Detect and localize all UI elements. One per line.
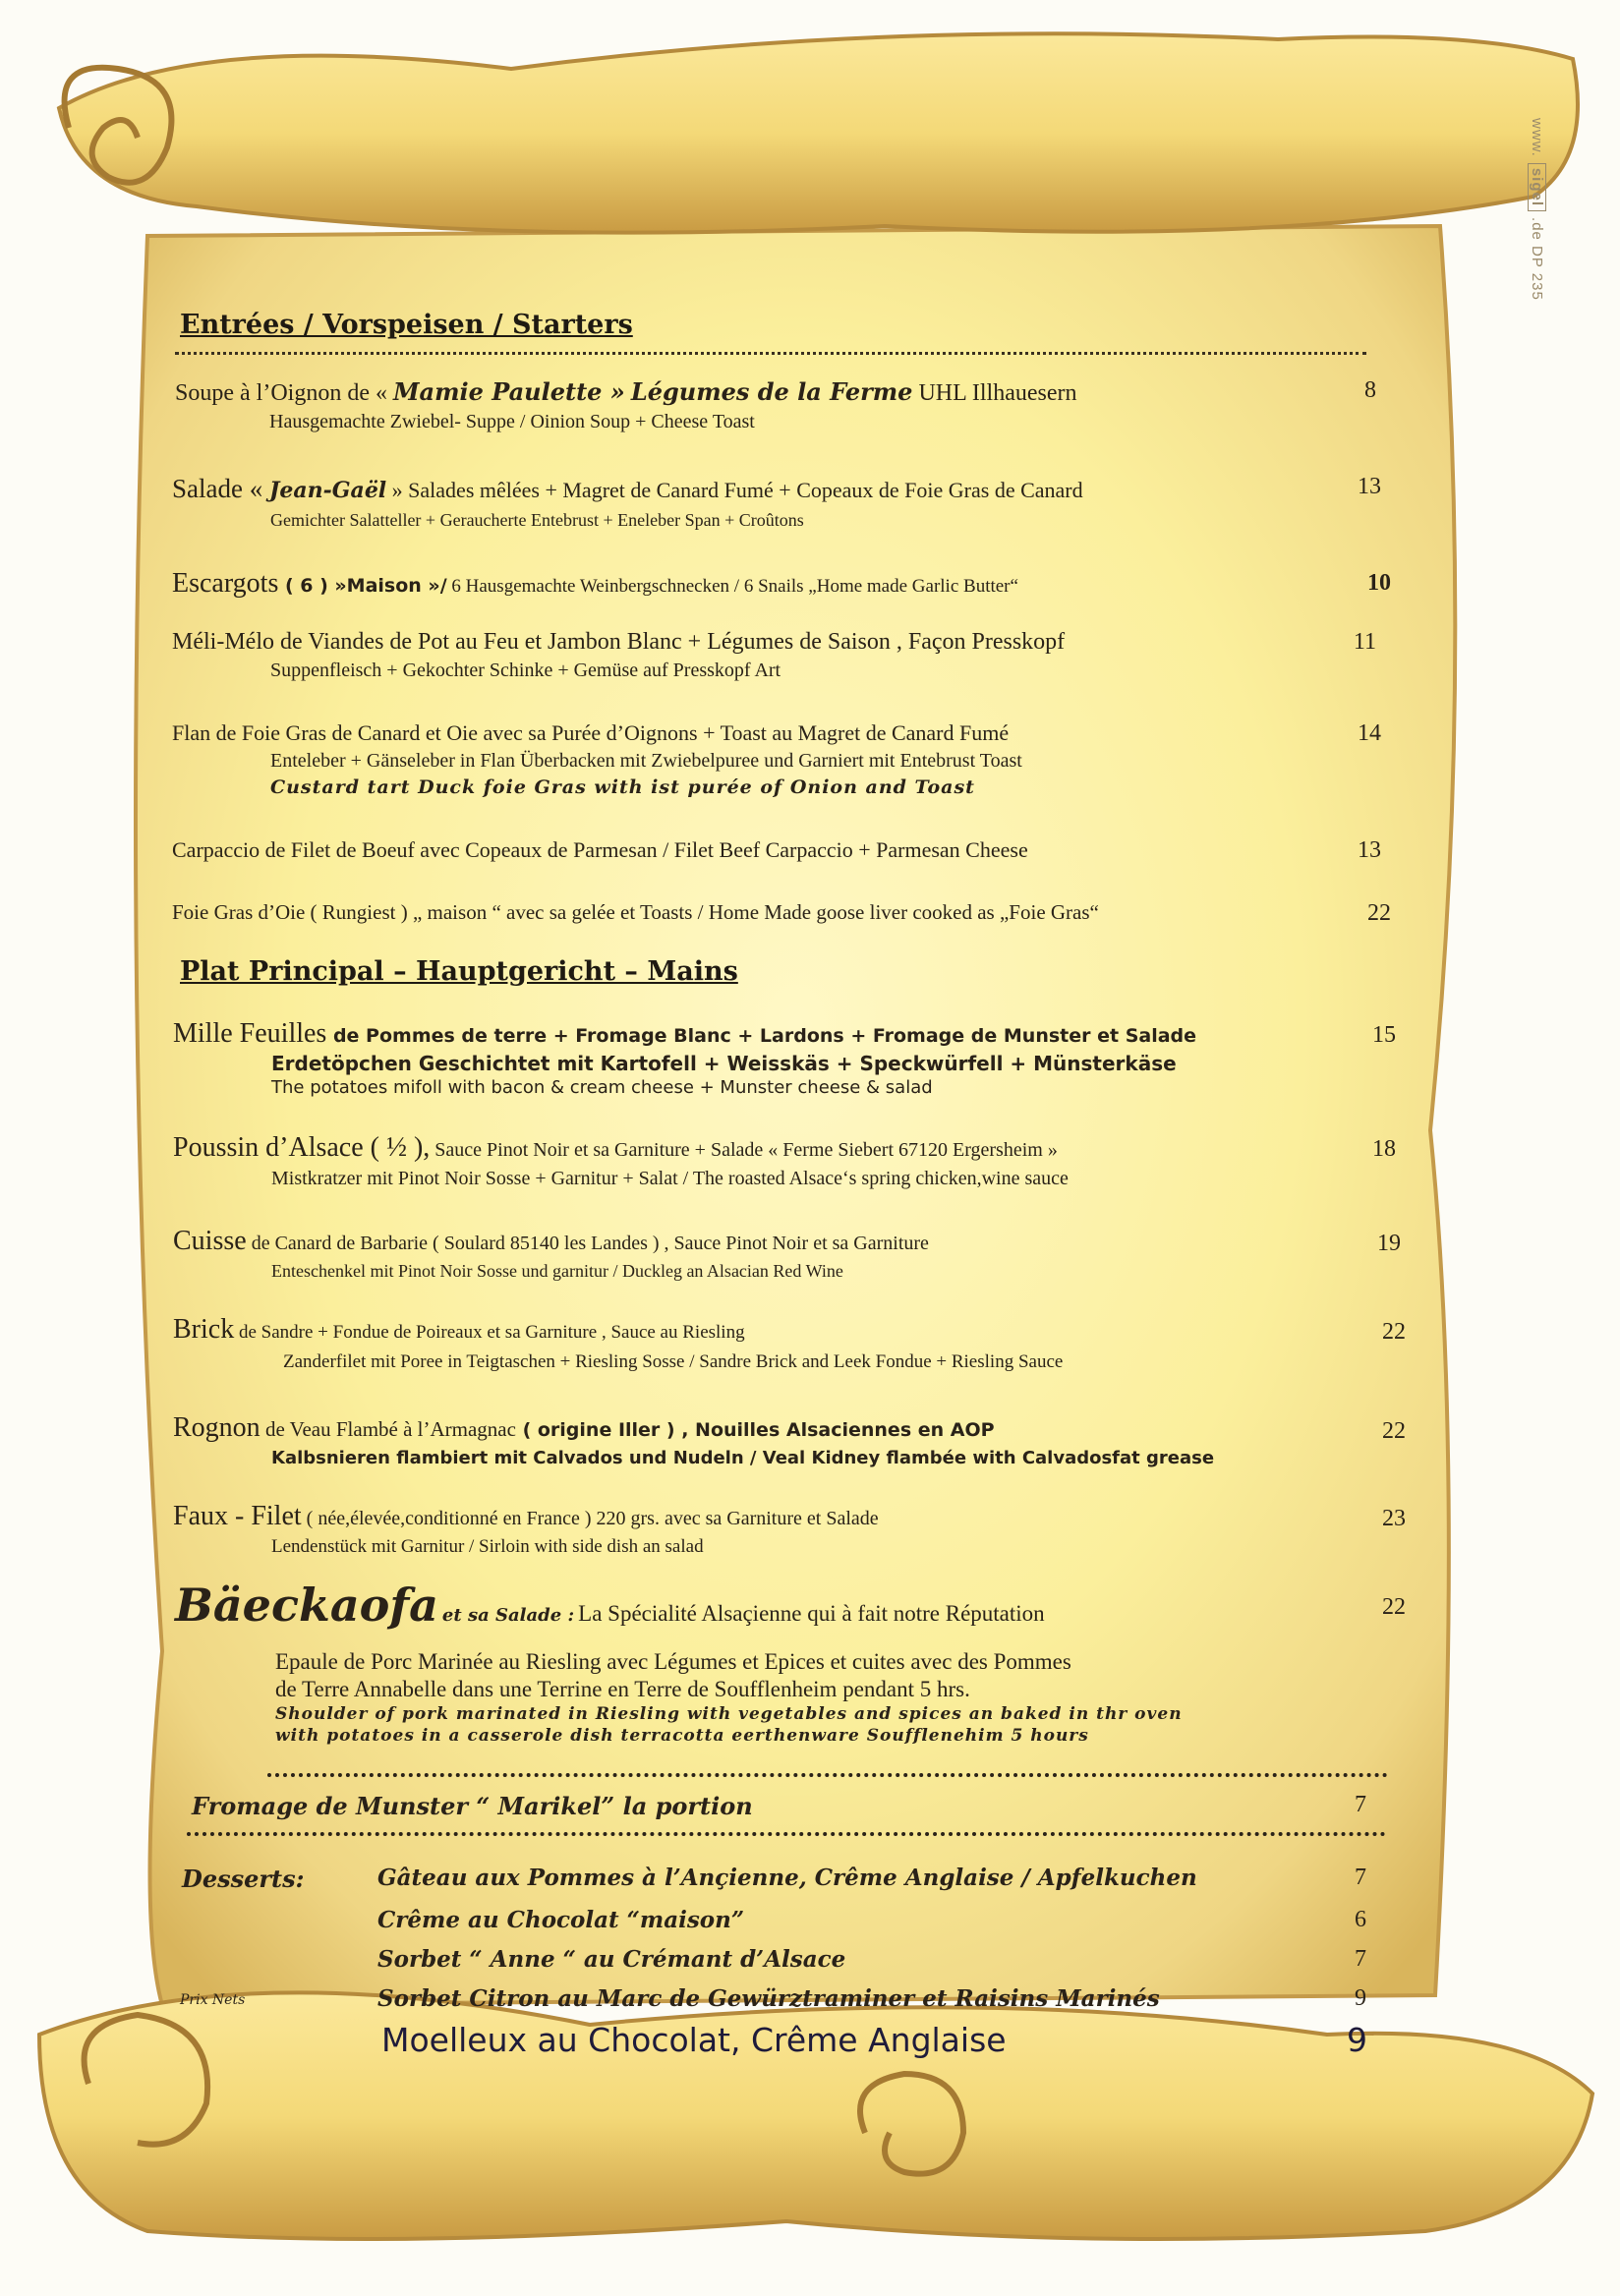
menu-item-cuisse: Cuisse de Canard de Barbarie ( Soulard 85140 les Landes ) , Sauce Pinot Noir et sa Garniture Enteschenkel mit Pinot Noir Sosse und garnitur / Duckleg an Alsacian Red Wine [173,1226,929,1281]
dessert-item: Sorbet “ Anne “ au Crémant d’Alsace [377,1946,846,1973]
item-price: 13 [1358,474,1381,499]
item-price: 8 [1364,377,1376,403]
item-price: 22 [1382,1319,1406,1345]
menu-item-salade: Salade « Jean-Gaël » Salades mêlées + Magret de Canard Fumé + Copeaux de Foie Gras de Canard Gemichter Salatteller + Geraucherte Entebrust + Eneleber Span + Croûtons [172,474,1083,530]
item-price: 7 [1355,1865,1366,1890]
item-price: 11 [1353,629,1376,655]
handwritten-price: 9 [1347,2021,1367,2059]
menu-item-escargots: Escargots ( 6 ) »Maison »/ 6 Hausgemachte Weinbergschnecken / 6 Snails „Home made Garlic Butter“ [172,568,1018,599]
item-price: 14 [1358,720,1381,746]
dessert-item: Gâteau aux Pommes à l’Ançienne, Crême Anglaise / Apfelkuchen [377,1865,1197,1891]
dessert-item: Sorbet Citron au Marc de Gewürztraminer et Raisins Marinés [377,1985,1160,2012]
dotted-divider [175,352,1366,355]
menu-item-rognon: Rognon de Veau Flambé à l’Armagnac ( origine Iller ) , Nouilles Alsaciennes en AOP Kalbsnieren flambiert mit Calvados und Nudeln / Veal Kidney flambée with Calvadosfat grease [173,1412,1215,1468]
menu-item-faux-filet: Faux - Filet ( née,élevée,conditionné en France ) 220 grs. avec sa Garniture et Salade Lendenstück mit Garnitur / Sirloin with side dish an salad [173,1501,879,1557]
prix-nets-note: Prix Nets [180,1992,246,2008]
item-price: 19 [1377,1231,1401,1256]
item-price: 6 [1355,1907,1366,1932]
menu-item-poussin: Poussin d’Alsace ( ½ ), Sauce Pinot Noir et sa Garniture + Salade « Ferme Siebert 67120 Ergersheim » Mistkratzer mit Pinot Noir Sosse + Garnitur + Salat / The roasted Alsace‘s spring chicken,wine sauce [173,1132,1069,1189]
item-price: 18 [1372,1136,1396,1162]
dotted-divider [187,1832,1386,1836]
menu-item-mille-feuilles: Mille Feuilles de Pommes de terre + Fromage Blanc + Lardons + Fromage de Munster et Salade Erdetöpchen Geschichtet mit Kartofell + Weisskäs + Speckwürfell + Münsterkäse The potatoes mifoll with bacon & cream cheese + Munster cheese & salad [173,1018,1197,1098]
desserts-label: Desserts: [182,1865,305,1893]
menu-item-flan: Flan de Foie Gras de Canard et Oie avec sa Purée d’Oignons + Toast au Magret de Canard Fumé Enteleber + Gänseleber in Flan Überbacken mit Zwiebelpuree und Garniert mit Entebrust Toast Custard tart Duck foie Gras with ist purée of Onion and Toast [172,720,1022,798]
item-price: 23 [1382,1506,1406,1531]
item-price: 15 [1372,1022,1396,1048]
dessert-item: Crême au Chocolat “maison” [377,1907,745,1933]
cheese-item: Fromage de Munster “ Marikel” la portion [192,1792,753,1820]
menu-item-baeckaofa: Bäeckaofa et sa Salade : La Spécialité Alsaçienne qui à fait notre Réputation Epaule de Porc Marinée au Riesling avec Légumes et Epices et cuites avec des Pommes de Terre Annabelle dans une Terrine en Terre de Soufflenheim pendant 5 hrs. Shoulder of pork marinated in Riesling with vegetables and spices an baked in thr oven with potatoes in a casserole dish terracotta eerthenware Soufflenehim 5 hours [175,1578,1183,1746]
item-price: 22 [1382,1594,1406,1620]
item-price: 9 [1355,1985,1366,2011]
menu-item-meli-melo: Méli-Mélo de Viandes de Pot au Feu et Jambon Blanc + Légumes de Saison , Façon Presskopf Suppenfleisch + Gekochter Schinke + Gemüse auf Presskopf Art [172,629,1066,681]
sigel-stamp: www.sigel.de DP 235 [1529,118,1545,301]
section-title-mains: Plat Principal – Hauptgericht – Mains [180,956,738,987]
section-title-starters: Entrées / Vorspeisen / Starters [180,310,633,340]
menu-item-soupe: Soupe à l’Oignon de « Mamie Paulette » Légumes de la Ferme UHL Illhauesern Hausgemachte Zwiebel- Suppe / Oinion Soup + Cheese Toast [175,377,1077,432]
menu-item-carpaccio: Carpaccio de Filet de Boeuf avec Copeaux de Parmesan / Filet Beef Carpaccio + Parmesan Cheese [172,837,1028,862]
menu-item-foie-gras-oie: Foie Gras d’Oie ( Rungiest ) „ maison “ avec sa gelée et Toasts / Home Made goose liver cooked as „Foie Gras“ [172,900,1099,924]
item-price: 22 [1367,900,1391,926]
menu-item-brick: Brick de Sandre + Fondue de Poireaux et sa Garniture , Sauce au Riesling Zanderfilet mit Poree in Teigtaschen + Riesling Sosse / Sandre Brick and Leek Fondue + Riesling Sauce [173,1314,1064,1372]
handwritten-dessert: Moelleux au Chocolat, Crême Anglaise [381,2021,1007,2059]
item-price: 13 [1358,837,1381,863]
item-price: 7 [1355,1792,1366,1817]
item-price: 7 [1355,1946,1366,1972]
item-price: 10 [1367,570,1391,596]
dotted-divider [267,1773,1388,1777]
item-price: 22 [1382,1418,1406,1444]
